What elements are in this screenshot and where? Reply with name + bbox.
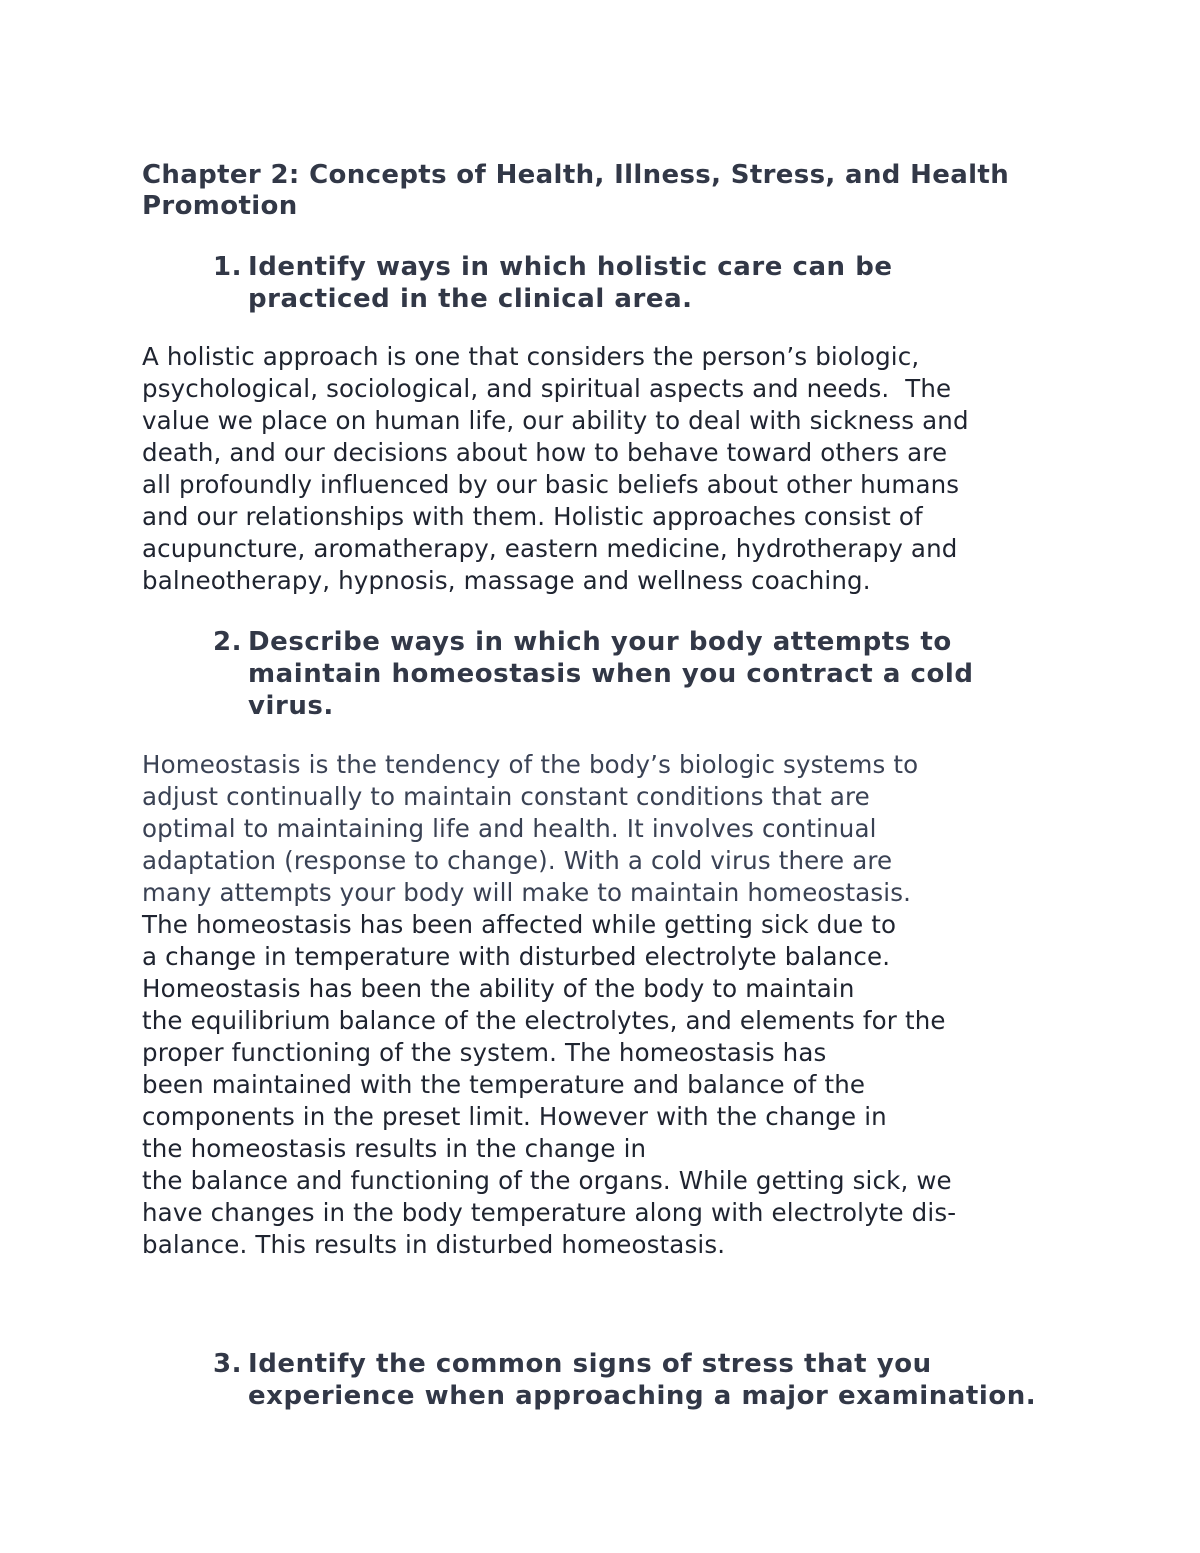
answer-2-line: adjust continually to maintain constant conditions that are (142, 782, 870, 811)
answer-2-line: the homeostasis results in the change in (142, 1134, 647, 1163)
answer-2-paragraph (142, 749, 956, 1261)
answer-1-line: and our relationships with them. Holistic approaches consist of (142, 502, 923, 531)
answer-2-line: a change in temperature with disturbed electrolyte balance. (142, 942, 891, 971)
answer-1-line: A holistic approach is one that considers the person’s biologic, (142, 342, 920, 371)
answer-2-line: many attempts your body will make to maintain homeostasis. (142, 878, 912, 907)
answer-2-line: proper functioning of the system. The homeostasis has (142, 1038, 827, 1067)
answer-1-line: psychological, sociological, and spiritual aspects and needs. The (142, 374, 952, 403)
question-2-number: 2. (213, 627, 243, 657)
answer-2-line: adaptation (response to change). With a cold virus there are (142, 846, 893, 875)
question-2-text (248, 626, 1093, 722)
question-1 (213, 251, 1093, 315)
question-3-text (248, 1348, 1093, 1412)
answer-2-line: the balance and functioning of the organs. While getting sick, we (142, 1166, 952, 1195)
question-3-line-1: Identify the common signs of stress that you (248, 1349, 932, 1379)
question-2 (213, 626, 1093, 722)
answer-1-line: all profoundly influenced by our basic beliefs about other humans (142, 470, 960, 499)
answer-2-line: Homeostasis has been the ability of the body to maintain (142, 974, 855, 1003)
question-1-text (248, 251, 1093, 315)
answer-2-line: Homeostasis is the tendency of the body’s biologic systems to (142, 750, 919, 779)
answer-2-line: the equilibrium balance of the electrolytes, and elements for the (142, 1006, 946, 1035)
question-1-number: 1. (213, 252, 243, 282)
answer-1-line: acupuncture, aromatherapy, eastern medicine, hydrotherapy and (142, 534, 958, 563)
question-1-line-2: practiced in the clinical area. (248, 284, 693, 314)
answer-2-line: balance. This results in disturbed homeostasis. (142, 1230, 726, 1259)
question-2-line-1: Describe ways in which your body attempts to (248, 627, 952, 657)
answer-2-line: have changes in the body temperature along with electrolyte dis- (142, 1198, 957, 1227)
answer-1-line: balneotherapy, hypnosis, massage and wellness coaching. (142, 566, 871, 595)
question-2-line-3: virus. (248, 691, 334, 721)
answer-2-line: The homeostasis has been affected while getting sick due to (142, 910, 897, 939)
answer-1-line: value we place on human life, our ability to deal with sickness and (142, 406, 969, 435)
answer-1-paragraph (142, 341, 969, 597)
question-3-number: 3. (213, 1349, 243, 1379)
answer-2-line: optimal to maintaining life and health. It involves continual (142, 814, 877, 843)
answer-2-line: components in the preset limit. However with the change in (142, 1102, 887, 1131)
answer-2-line: been maintained with the temperature and balance of the (142, 1070, 866, 1099)
question-2-line-2: maintain homeostasis when you contract a cold (248, 659, 974, 689)
chapter-title: Chapter 2: Concepts of Health, Illness, Stress, and Health Promotion (142, 160, 1010, 221)
question-3-line-2: experience when approaching a major examination. (248, 1381, 1037, 1411)
question-3 (213, 1348, 1093, 1412)
question-1-line-1: Identify ways in which holistic care can be (248, 252, 893, 282)
answer-1-line: death, and our decisions about how to behave toward others are (142, 438, 948, 467)
